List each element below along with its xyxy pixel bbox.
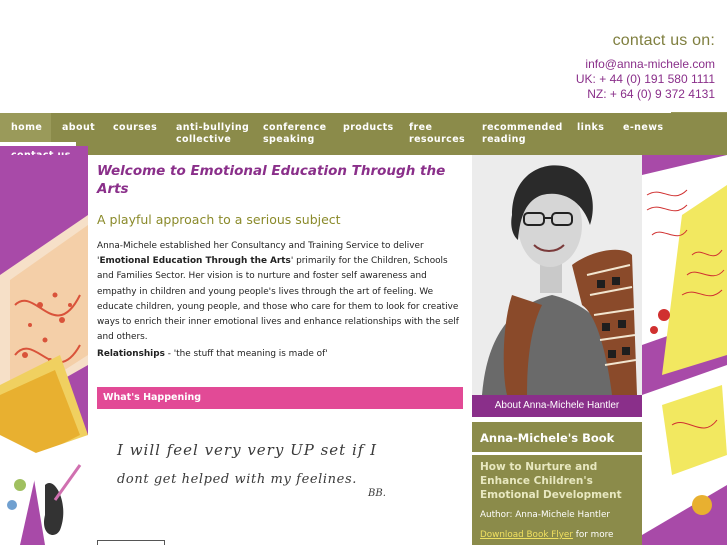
download-flyer-link[interactable]: Download Book Flyer [480,530,573,540]
nav-courses[interactable]: courses [113,122,158,133]
nav-free-resources[interactable] [409,122,465,146]
nav-recommended-line1: recommended [482,122,563,133]
portrait-photo [472,155,642,395]
nav-anti-bullying-line1: anti-bullying [176,122,250,133]
whats-happening-heading: What's Happening [103,392,202,403]
nav-about[interactable]: about [62,122,96,133]
relationships-rest: - 'the stuff that meaning is made of' [164,349,328,359]
nav-conference-line2: speaking [263,134,315,145]
book-heading: Anna-Michele's Book [480,431,615,445]
nav-anti-bullying[interactable] [176,122,249,146]
nav-recommended-line2: reading [482,134,526,145]
intro-text-start: Anna-Michele established her Consultancy and Training Service to deliver ' [97,241,424,267]
page-title: Welcome to Emotional Education Through the Arts [97,163,446,197]
handwriting-line-1: I will feel very very UP set if I [117,441,378,459]
relationships-line [97,349,467,359]
book-flyer-line [480,530,613,540]
nav-conference[interactable] [263,122,326,146]
intro-bold: Emotional Education Through the Arts [99,256,291,267]
right-artwork-drawing [642,155,727,545]
page-subtitle: A playful approach to a serious subject [97,212,341,227]
intro-text-end: ' primarily for the Children, Schools and Families Sector. Her vision is to nurture and foster self awareness and empathy in children and young people's lives through the art of feeling. We educate children, young people, and those who care for them to look for creative ways to enrich their inner emotional lives and enhance relationships with the self and others. [97,256,459,343]
contact-email[interactable]: info@anna-michele.com [585,57,715,71]
handwriting-line-2: dont get helped with my feelines. [117,472,357,487]
nav-conference-line1: conference [263,122,327,133]
contact-title: contact us on: [612,32,715,49]
nav-free-line2: resources [409,134,466,145]
nav-e-news[interactable]: e-news [623,122,664,133]
main-nav [0,113,727,155]
nav-anti-bullying-line2: collective [176,134,232,145]
nav-links[interactable]: links [577,122,605,133]
nav-home-underline [0,142,76,146]
nav-home[interactable]: home [11,122,43,133]
portrait-drawing [472,155,642,395]
left-artwork-drawing [0,155,88,545]
relationships-bold: Relationships [97,349,165,359]
handwriting-signature: BB. [368,488,386,499]
book-divider [472,452,642,455]
about-link[interactable]: About Anna-Michele Hantler [494,400,620,411]
nav-products[interactable]: products [343,122,394,133]
nav-recommended-reading[interactable] [482,122,563,146]
nav-free-line1: free [409,122,433,133]
slideshow-control[interactable] [97,540,165,545]
book-subtitle: How to Nurture and Enhance Children's Emotional Development [480,461,622,501]
intro-paragraph [97,239,467,345]
left-artwork [0,155,88,545]
contact-block [576,32,715,102]
book-author: Author: Anna-Michele Hantler [480,510,610,520]
book-flyer-more: for more [572,530,614,540]
right-artwork [642,155,727,545]
contact-phone-nz: NZ: + 64 (0) 9 372 4131 [587,87,715,101]
contact-phone-uk: UK: + 44 (0) 191 580 1111 [575,72,715,86]
